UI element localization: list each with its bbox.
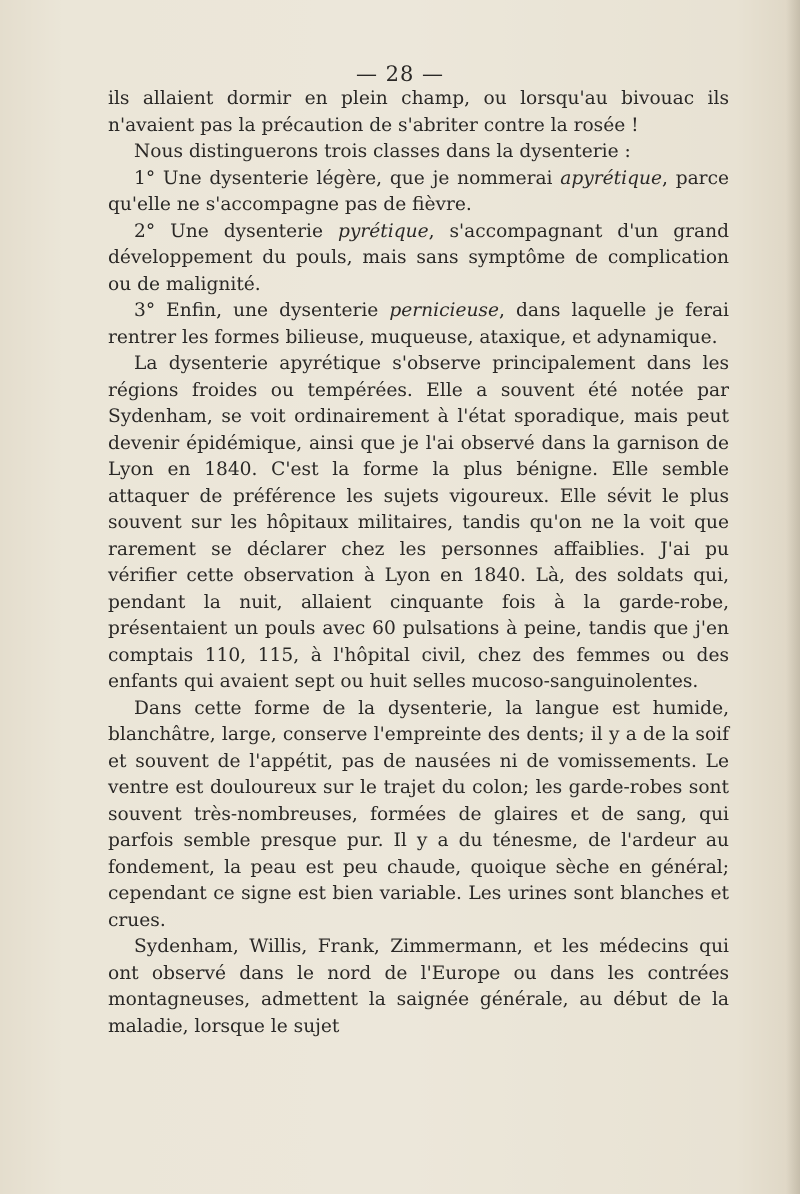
body-text	[108, 86, 729, 1040]
text-segment: Dans cette forme de la dysenterie, la langue est humide, blanchâtre, large, conserve l'empreinte des dents; il y a de la soif et souvent de l'appétit, pas de nausées ni de vomissements. Le ventre est douloureux sur le trajet du colon; les garde-robes sont souvent très-nombreuses, formées de glaires et de sang, qui parfois semble presque pur. Il y a du ténesme, de l'ardeur au fondement, la peau est peu chaude, quoique sèche en général; cependant ce signe est bien variable. Les urines sont blanches et crues.	[108, 697, 729, 931]
italic-term: apyrétique	[560, 167, 662, 189]
page-number: — 28 —	[355, 62, 445, 86]
paragraph	[108, 166, 729, 219]
italic-term: pyrétique	[338, 220, 429, 242]
paragraph	[108, 86, 729, 139]
text-segment: Sydenham, Willis, Frank, Zimmermann, et les médecins qui ont observé dans le nord de l'Europe ou dans les contrées montagneuses, admettent la saignée générale, au début de la maladie, lorsque le sujet	[108, 936, 729, 1037]
text-segment: 2° Une dysenterie	[134, 220, 338, 242]
paragraph	[108, 219, 729, 299]
paragraph	[108, 934, 729, 1040]
text-segment: 1° Une dysenterie légère, que je nommerai	[134, 167, 561, 189]
page-edge-shadow	[786, 0, 800, 1194]
paragraph	[108, 298, 729, 351]
text-segment: , parce qu'elle ne s'accompagne pas de fièvre.	[108, 167, 729, 215]
italic-term: pernicieuse	[389, 300, 499, 321]
text-segment: La dysenterie apyrétique s'observe principalement dans les régions froides ou tempérées. Elle a souvent été notée par Sydenham, se voit ordinairement à l'état sporadique, mais peut devenir épidémique, ainsi que je l'ai observé dans la garnison de Lyon en 1840. C'est la forme la plus bénigne. Elle semble attaquer de préférence les sujets vigoureux. Elle sévit le plus souvent sur les hôpitaux militaires, tandis qu'on ne la voit que rarement se déclarer chez les personnes affaiblies. J'ai pu vérifier cette observation à Lyon en 1840. Là, des soldats qui, pendant la nuit, allaient cinquante fois à la garde-robe, présentaient un pouls avec 60 pulsations à peine, tandis que j'en comptais 110, 115, à l'hôpital civil, chez des femmes ou des enfants qui avaient sept ou huit selles mucoso-sanguinolentes.	[108, 353, 729, 692]
paragraph	[108, 139, 729, 166]
text-segment: 3° Enfin, une dysenterie	[134, 300, 390, 321]
paragraph	[108, 696, 729, 935]
text-segment: , s'accompagnant d'un grand développement du pouls, mais sans symptôme de complication ou de malignité.	[108, 220, 730, 295]
paragraph	[108, 351, 729, 696]
text-segment: ils allaient dormir en plein champ, ou lorsqu'au bivouac ils n'avaient pas la précaution de s'abriter contre la rosée !	[108, 88, 729, 136]
text-segment: , dans laquelle je ferai rentrer les formes bilieuse, muqueuse, ataxique, et adynamique.	[108, 300, 729, 348]
text-segment: Nous distinguerons trois classes dans la dysenterie :	[134, 141, 631, 162]
